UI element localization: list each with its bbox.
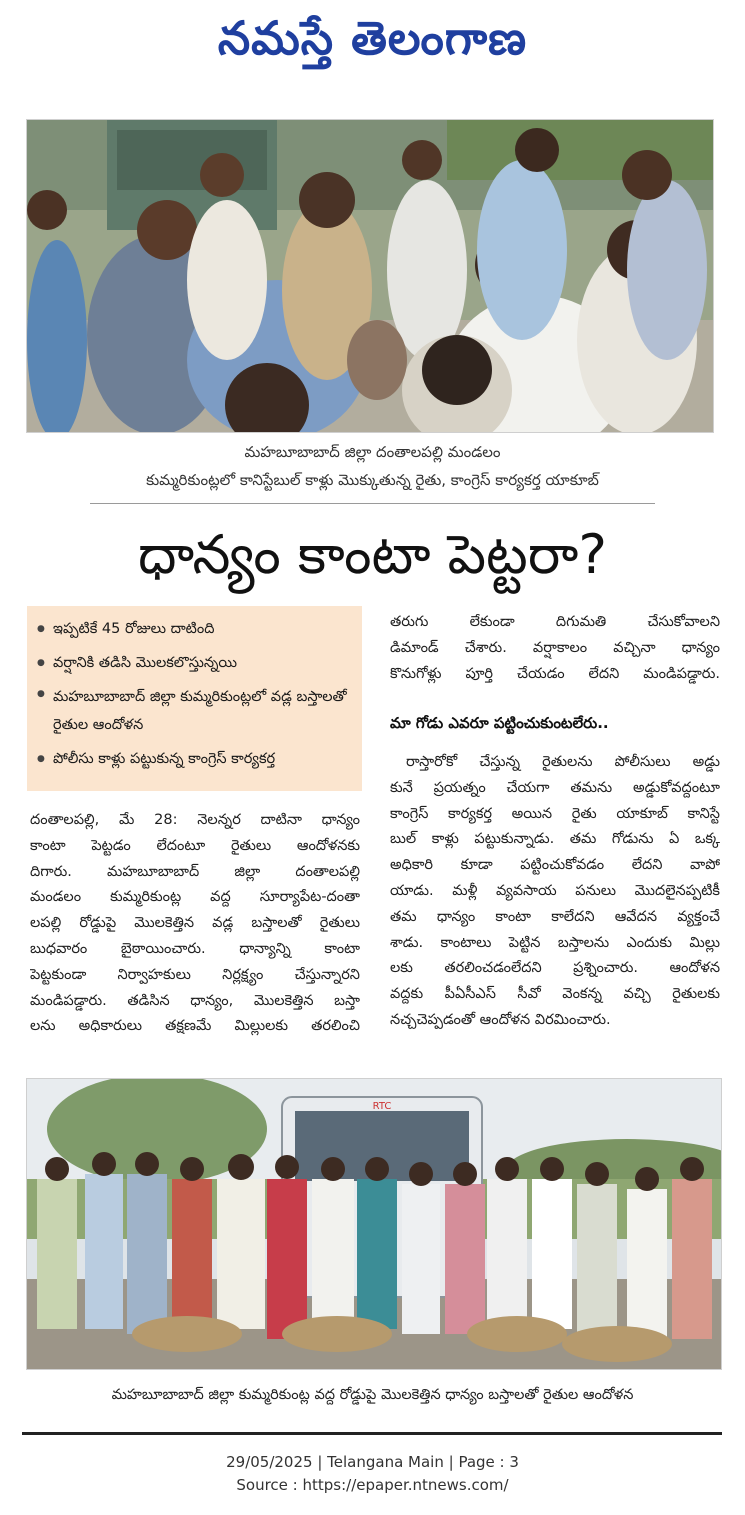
highlight-item [35,680,353,742]
body-line: కునే ప్రయత్నం చేయగా తమను అడ్డుకోవద్దంటూ [390,779,720,796]
body-line: యాడు. మళ్లీ వ్యవసాయ పనులు మొదలైనప్పటికీ [390,882,720,899]
body-line: లపల్లి రోడ్డుపై మొలకెత్తిన వడ్ల బస్తాలతో రైతులు [30,915,360,932]
bus-sign: RTC [372,1101,392,1112]
body-line: కాంగ్రెస్ కార్యకర్త అయిన రైతు యాకూబ్ కానిస్టే [390,805,720,822]
highlight-item-text: మహబూబాబాద్ జిల్లా కుమ్మరికుంట్లలో వడ్ల బస్తాలతో రైతుల ఆందోళన [53,689,347,733]
article-body-left-column [30,808,360,1040]
caption-divider [90,503,655,504]
footer-date-page: 29/05/2025 | Telangana Main | Page : 3 [226,1453,519,1471]
body-line: తమ ధాన్యం కాంటా కాలేదని ఆవేదన వ్యక్తంచే [390,908,720,925]
body-line: బుల్ కాళ్లు పట్టుకున్నాడు. తమ గోడును ఏ ఒక్క [390,831,720,848]
top-photo-caption-line-1: మహబూబాబాద్ జిల్లా దంతాలపల్లి మండలం [244,443,501,461]
highlights-box [27,606,362,791]
footer-source: Source : https://epaper.ntnews.com/ [236,1476,509,1494]
highlight-item: ● ఇప్పటికే 45 రోజులు దాటింది [35,612,354,646]
body-line: వద్దకు పీఏసీఎస్ సీవో వెంకన్న వచ్చి రైతులకు [390,986,720,1003]
body-line: డిమాండ్ చేశారు. వర్షాకాలం వచ్చినా ధాన్యం [390,639,720,656]
body-line: మండిపడ్డారు. తడిసిన ధాన్యం, మొలకెత్తిన బస్తా [30,992,360,1009]
article-subheading: మా గోడు ఎవరూ పట్టించుకుంటలేరు.. [390,714,609,732]
body-line: దిగారు. మహబూబాబాద్ జిల్లా దంతాలపల్లి [30,863,360,880]
body-line: శాడు. కాంటాలు పెట్టిన బస్తాలను ఎందుకు మిల్లు [390,934,720,951]
newspaper-masthead: నమస్తే తెలంగాణ [217,11,528,65]
footer-divider [22,1432,722,1435]
body-line: కాంటా పెట్టడం లేదంటూ రైతులు ఆందోళనకు [30,837,360,854]
highlight-item: ● పోలీసు కాళ్లు పట్టుకున్న కాంగ్రెస్ కార్యకర్త [35,742,354,776]
body-line: రాస్తారోకో చేస్తున్న రైతులను పోలీసులు అడ్డు [406,754,720,770]
body-line: కొనుగోళ్లు పూర్తి చేయడం లేదని మండిపడ్డారు. [390,665,720,682]
top-photo-caption-line-2: కుమ్మరికుంట్లలో కానిస్టేబుల్ కాళ్లు మొక్కుతున్న రైతు, కాంగ్రెస్ కార్యకర్త యాకూబ్ [146,471,599,489]
body-line: పెట్టకుండా నిర్వాహకులు నిర్లక్ష్యం చేస్తున్నారని [30,966,360,983]
top-news-photo [26,119,714,433]
body-line: అధికారి కూడా పట్టించుకోవడం లేదని వాపో [390,857,720,874]
body-line: మండలం కుమ్మరికుంట్ల వద్ద సూర్యాపేట-దంతా [30,889,360,906]
bottom-news-photo [26,1078,722,1370]
article-headline: ధాన్యం కాంటా పెట్టరా? [137,523,608,586]
bottom-photo-caption: మహబూబాబాద్ జిల్లా కుమ్మరికుంట్ల వద్ద రోడ్డుపై మొలకెత్తిన ధాన్యం బస్తాలతో రైతుల ఆందోళన [111,1387,634,1403]
article-body-right-column-top [390,610,720,687]
body-line: లకు తరలించడంలేదని ప్రశ్నించారు. ఆందోళన [390,960,720,977]
article-body-right-column-bottom [390,750,720,1034]
body-line: లను అధికారులు తక్షణమే మిల్లులకు తరలించి [30,1018,360,1035]
body-line: నచ్చచెప్పడంతో ఆందోళన విరమించారు. [390,1011,611,1028]
body-line: బుధవారం బైఠాయించారు. ధాన్యాన్ని కాంటా [30,940,360,957]
highlight-item: ● వర్షానికి తడిసి మొలకలొస్తున్నయి [35,646,354,680]
body-line: తరుగు లేకుండా దిగుమతి చేసుకోవాలని [390,614,720,630]
body-line: దంతాలపల్లి, మే 28: నెలన్నర దాటినా ధాన్యం [30,812,360,828]
